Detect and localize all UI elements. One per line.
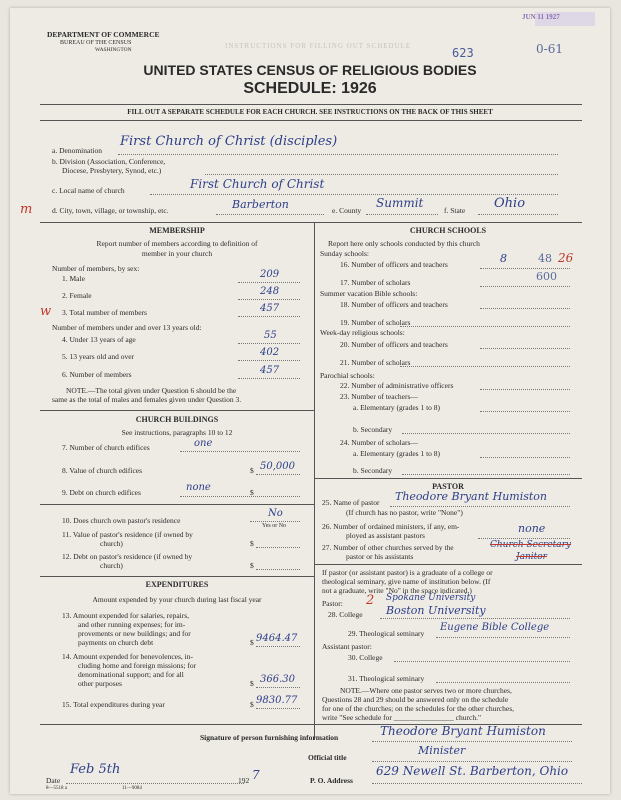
- address-label: P. O. Address: [310, 776, 353, 785]
- q13-label: 13. Amount expended for salaries, repairs,: [62, 611, 190, 620]
- form-number: 8—5518 a: [46, 786, 67, 791]
- q14-label-2: cluding home and foreign missions; for: [78, 661, 197, 670]
- pastor-note-2: Questions 28 and 29 should be answered only on the schedule: [322, 695, 509, 704]
- q5-label: 5. 13 years old and over: [62, 352, 135, 361]
- county-line: [366, 214, 438, 215]
- q23-label: 23. Number of teachers—: [340, 392, 418, 401]
- q4-value: 55: [264, 330, 277, 341]
- q16-label: 16. Number of officers and teachers: [340, 260, 448, 269]
- q14-value: 366.30: [260, 674, 295, 685]
- q24-label: 24. Number of scholars—: [340, 438, 418, 447]
- q22-label: 22. Number of administrative officers: [340, 381, 454, 390]
- q11-label: 11. Value of pastor's residence (if owned by: [62, 530, 193, 539]
- state-line: [478, 214, 558, 215]
- date-label: Date: [46, 776, 61, 785]
- q24a-label: a. Elementary (grades 1 to 8): [353, 449, 441, 458]
- membership-title: MEMBERSHIP: [149, 226, 205, 235]
- rule: [40, 104, 582, 105]
- q14-dollar: $: [250, 679, 254, 688]
- county-value: Summit: [376, 196, 424, 210]
- expenditures-intro: Amount expended by your church during last fiscal year: [92, 595, 262, 604]
- q25-value: Theodore Bryant Humiston: [395, 490, 547, 503]
- q23a-label: a. Elementary (grades 1 to 8): [353, 403, 441, 412]
- q24b-line: [402, 474, 570, 475]
- q28-value-a: Spokane University: [386, 593, 476, 603]
- q20-line: [480, 348, 570, 349]
- membership-intro: Report number of members according to definition of: [96, 239, 258, 248]
- q9-value: none: [186, 482, 211, 493]
- q27-value: Church Secretary: [490, 540, 572, 550]
- q16-value-a: 8: [500, 252, 507, 265]
- dept-name: DEPARTMENT OF COMMERCE: [47, 30, 160, 39]
- rule: [314, 564, 582, 565]
- q5-line: [238, 360, 300, 361]
- q27-value-2: Janitor: [516, 552, 547, 562]
- q9-line: [180, 496, 300, 497]
- q4-label: 4. Under 13 years of age: [62, 335, 136, 344]
- q30-label: 30. College: [348, 653, 383, 662]
- city-line: [216, 214, 324, 215]
- rule: [40, 576, 314, 577]
- q28-value-b: Boston University: [386, 604, 486, 617]
- q5-value: 402: [260, 347, 280, 358]
- members-by-age-label: Number of members under and over 13 years old:: [52, 323, 202, 332]
- q21-line: [400, 366, 570, 367]
- q9-label: 9. Debt on church edifices: [62, 488, 141, 497]
- membership-intro-2: member in your church: [141, 249, 213, 258]
- college-instructions: If pastor (or assistant pastor) is a graduate of a college or: [322, 568, 493, 577]
- pastor-note: NOTE.—Where one pastor serves two or more churches,: [340, 686, 512, 695]
- pastor-title: PASTOR: [432, 482, 464, 491]
- date-line: [66, 783, 244, 784]
- q6-line: [238, 378, 300, 379]
- division-label-2: Diocese, Presbytery, Synod, etc.): [62, 166, 162, 175]
- q19-label: 19. Number of scholars: [340, 318, 411, 327]
- local-name-line: [150, 194, 558, 195]
- schools-intro: Report here only schools conducted by this church: [328, 239, 480, 248]
- q17-value: 600: [536, 270, 557, 283]
- signature-label: Signature of person furnishing information: [200, 733, 339, 742]
- margin-mark-m: m: [20, 202, 33, 217]
- q2-label: 2. Female: [62, 291, 92, 300]
- rule: [40, 504, 314, 505]
- membership-note: NOTE.—The total given under Question 6 should be the: [66, 386, 237, 395]
- corner-code: 0-61: [536, 42, 563, 56]
- q24a-line: [480, 457, 570, 458]
- membership-note-2: same as the total of males and females given under Question 3.: [52, 395, 242, 404]
- q30-line: [394, 661, 570, 662]
- date-year-printed: 192: [238, 776, 250, 785]
- summer-schools-label: Summer vacation Bible schools:: [320, 289, 418, 298]
- q25-label: 25. Name of pastor: [322, 498, 380, 507]
- q9-dollar: $: [250, 488, 254, 497]
- q14-line: [256, 687, 300, 688]
- parochial-schools-label: Parochial schools:: [320, 371, 375, 380]
- schedule-title: SCHEDULE: 1926: [243, 80, 377, 97]
- q29-line: [436, 637, 570, 638]
- q2-line: [238, 299, 300, 300]
- q25-note: (If church has no pastor, write "None"): [346, 508, 463, 517]
- yes-no-hint: Yes or No: [262, 523, 287, 529]
- q1-value: 209: [260, 269, 280, 280]
- q26-line: [478, 538, 570, 539]
- schedule-number: 623: [452, 46, 474, 60]
- local-name-label: c. Local name of church: [52, 186, 125, 195]
- q10-label: 10. Does church own pastor's residence: [62, 516, 181, 525]
- q26-value: none: [518, 522, 546, 535]
- bureau-city: WASHINGTON: [95, 47, 132, 53]
- q3-label: 3. Total number of members: [62, 308, 147, 317]
- pastor-note-3: for one of the churches; on the schedules for the other churches,: [322, 704, 515, 713]
- date-value: Feb 5th: [70, 762, 121, 777]
- q15-label: 15. Total expenditures during year: [62, 700, 165, 709]
- pastor-college-label: Pastor:: [322, 599, 343, 608]
- q28-line: [380, 618, 570, 619]
- county-label: e. County: [332, 206, 362, 215]
- q8-line: [256, 474, 300, 475]
- census-schedule-page: [10, 8, 610, 794]
- q14-label: 14. Amount expended for benevolences, in-: [62, 652, 194, 661]
- address-value: 629 Newell St. Barberton, Ohio: [376, 764, 569, 778]
- date-year-handwritten: 7: [252, 768, 260, 782]
- state-value: Ohio: [494, 196, 526, 211]
- q16-value-b: 48: [538, 252, 552, 265]
- q16-line: [480, 268, 570, 269]
- rule: [40, 222, 582, 223]
- official-title-value: Minister: [418, 744, 466, 757]
- q11-label-2: church): [100, 539, 123, 548]
- college-instructions-3: not a graduate, write "No" in the space indicated.): [322, 586, 472, 595]
- city-value: Barberton: [232, 198, 289, 211]
- q10-line: [250, 521, 300, 522]
- q26-label: 26. Number of ordained ministers, if any, em-: [322, 522, 460, 531]
- instructions-banner: FILL OUT A SEPARATE SCHEDULE FOR EACH CHURCH. SEE INSTRUCTIONS ON THE BACK OF THIS SHEET: [127, 108, 493, 116]
- q3-line: [238, 316, 300, 317]
- assistant-pastor-label: Assistant pastor:: [322, 642, 372, 651]
- q29-value: Eugene Bible College: [440, 622, 550, 633]
- q25-line: [390, 506, 570, 507]
- bureau-name: BUREAU OF THE CENSUS: [60, 40, 132, 46]
- q24b-label: b. Secondary: [353, 466, 393, 475]
- q22-line: [480, 389, 570, 390]
- q10-value: No: [268, 508, 283, 519]
- q1-line: [238, 282, 300, 283]
- q14-label-3: denominational support; and for all: [78, 670, 184, 679]
- q8-value: 50,000: [260, 461, 295, 472]
- q28-label: 28. College: [328, 610, 363, 619]
- q7-value: one: [194, 438, 213, 449]
- q23b-line: [402, 433, 570, 434]
- q11-line: [256, 547, 300, 548]
- q13-line: [256, 646, 300, 647]
- address-line: [372, 783, 582, 784]
- rule: [40, 410, 314, 411]
- q15-value: 9830.77: [256, 695, 298, 706]
- members-by-sex-label: Number of members, by sex:: [52, 264, 140, 273]
- q13-label-3: provements or new buildings; and for: [78, 629, 191, 638]
- denomination-value: First Church of Christ (disciples): [120, 134, 338, 149]
- q14-label-4: other purposes: [78, 679, 122, 688]
- college-instructions-2: theological seminary, give name of institution below. (If: [322, 577, 491, 586]
- q15-dollar: $: [250, 700, 254, 709]
- q12-label-2: church): [100, 561, 123, 570]
- q18-line: [480, 308, 570, 309]
- q13-value: 9464.47: [256, 633, 298, 644]
- q11-dollar: $: [250, 539, 254, 548]
- received-stamp: JUN 11 1927: [522, 13, 560, 21]
- denomination-line: [118, 154, 558, 155]
- weekday-schools-label: Week-day religious schools:: [320, 328, 405, 337]
- q15-line: [256, 708, 300, 709]
- q12-line: [256, 569, 300, 570]
- q3-value: 457: [260, 303, 280, 314]
- q1-label: 1. Male: [62, 274, 85, 283]
- buildings-title: CHURCH BUILDINGS: [135, 415, 219, 424]
- local-name-value: First Church of Christ: [190, 177, 325, 191]
- q12-label: 12. Debt on pastor's residence (if owned by: [62, 552, 193, 561]
- q12-dollar: $: [250, 561, 254, 570]
- pastor-note-4: write "See schedule for ________________ church.": [322, 713, 482, 722]
- q27-label: 27. Number of other churches served by the: [322, 543, 454, 552]
- rule: [40, 120, 582, 121]
- q17-label: 17. Number of scholars: [340, 278, 411, 287]
- q13-label-2: and other running expenses; for im-: [78, 620, 186, 629]
- city-label: d. City, town, village, or township, etc.: [52, 206, 169, 215]
- q29-label: 29. Theological seminary: [348, 629, 425, 638]
- q2-value: 248: [260, 286, 280, 297]
- q16-value-c: 26: [558, 251, 574, 265]
- q13-label-4: payments on church debt: [78, 638, 154, 647]
- q21-label: 21. Number of scholars: [340, 358, 411, 367]
- column-divider: [314, 222, 315, 740]
- q31-label: 31. Theological seminary: [348, 674, 425, 683]
- q19-line: [400, 326, 570, 327]
- sunday-schools-label: Sunday schools:: [320, 249, 369, 258]
- expenditures-title: EXPENDITURES: [145, 580, 209, 589]
- denomination-label: a. Denomination: [52, 146, 102, 155]
- q23a-line: [480, 411, 570, 412]
- state-label: f. State: [444, 206, 466, 215]
- q27-label-2: pastor or his assistants: [346, 552, 414, 561]
- official-title-line: [372, 761, 572, 762]
- faded-back-text: INSTRUCTIONS FOR FILLING OUT SCHEDULE: [225, 42, 412, 50]
- q13-dollar: $: [250, 638, 254, 647]
- q7-label: 7. Number of church edifices: [62, 443, 150, 452]
- q6-label: 6. Number of members: [62, 370, 132, 379]
- red-mark-2: 2: [366, 593, 375, 608]
- print-number: 11—9084: [122, 786, 142, 791]
- official-title-label: Official title: [308, 753, 347, 762]
- q18-label: 18. Number of officers and teachers: [340, 300, 448, 309]
- signature-value: Theodore Bryant Humiston: [380, 724, 546, 738]
- q8-label: 8. Value of church edifices: [62, 466, 143, 475]
- q31-line: [436, 682, 570, 683]
- buildings-intro: See instructions, paragraphs 10 to 12: [121, 428, 233, 437]
- signature-line: [372, 741, 572, 742]
- q6-value: 457: [260, 365, 280, 376]
- q20-label: 20. Number of officers and teachers: [340, 340, 448, 349]
- q26-label-2: ployed as assistant pastors: [346, 531, 425, 540]
- q23b-label: b. Secondary: [353, 425, 393, 434]
- q17-line: [480, 286, 570, 287]
- rule: [314, 478, 582, 479]
- q4-line: [238, 343, 300, 344]
- page-title: UNITED STATES CENSUS OF RELIGIOUS BODIES: [143, 62, 477, 78]
- schools-title: CHURCH SCHOOLS: [409, 226, 487, 235]
- q8-dollar: $: [250, 466, 254, 475]
- division-label: b. Division (Association, Conference,: [52, 157, 166, 166]
- q7-line: [180, 451, 300, 452]
- division-line: [205, 174, 558, 175]
- margin-mark-w: w: [40, 304, 52, 319]
